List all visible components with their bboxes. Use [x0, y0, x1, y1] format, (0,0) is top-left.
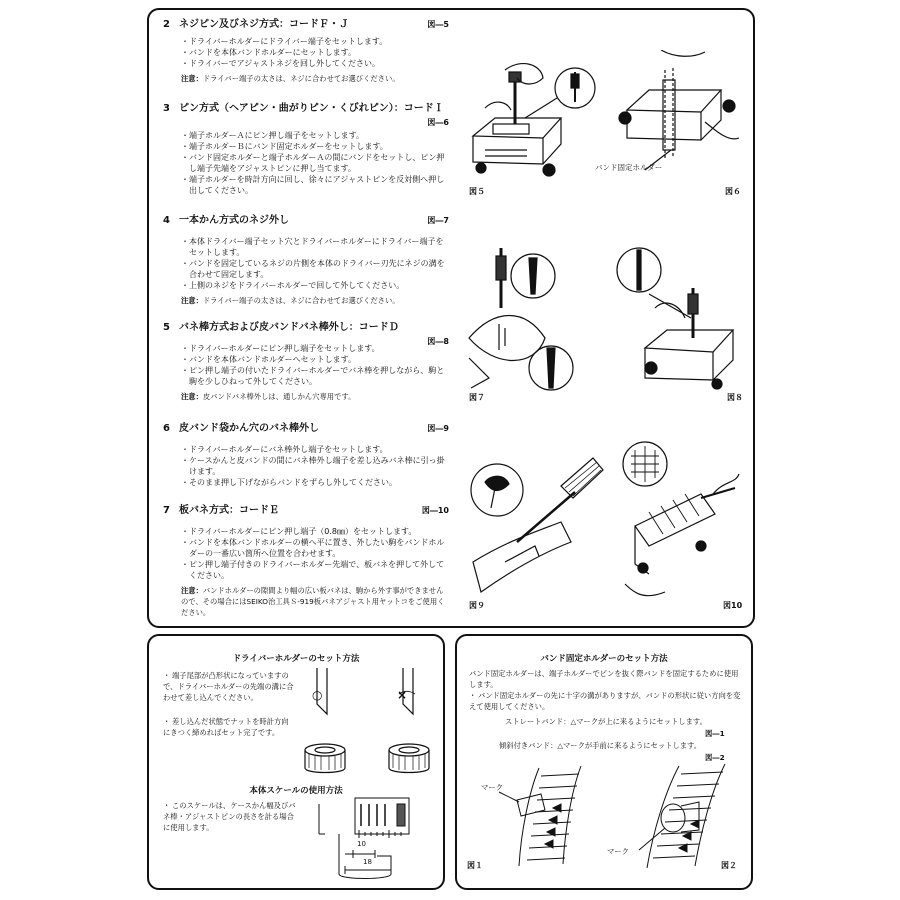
- section-5-fig-ref: 図―8: [427, 337, 449, 346]
- list-item: ・ バンドを本体バンドホルダーにセットします。: [181, 47, 449, 58]
- driver-holder-step-1: ・ 端子尾部が凸形状になっていますので、ドライバーホルダーの先端の溝に合わせて差し込んでください。: [163, 671, 294, 702]
- tilted-band-fig-ref: 図―2: [705, 753, 725, 762]
- section-2-note: 注意：ドライバー端子の太さは、ネジに合わせてお選びください。: [181, 74, 400, 83]
- figure-8-drawing: [605, 238, 745, 408]
- band-fixing-intro: バンド固定ホルダーは、端子ホルダーでピンを抜く際バンドを固定するために使用します。: [469, 669, 739, 689]
- list-item: ・ バンド固定ホルダーと端子ホルダーＡの間にバンドをセットし、ピン押し端子先端をアジャストピンに押し当てます。: [181, 152, 449, 174]
- list-item: ・ 上側のネジをドライバーホルダーで回して外してください。: [181, 280, 449, 291]
- figure-9-label: 図９: [469, 601, 485, 610]
- section-3: [163, 102, 449, 196]
- band-fig-2-label: 図２: [721, 861, 737, 870]
- figure-8-label: 図８: [727, 393, 743, 402]
- figure-10-drawing: [605, 434, 745, 614]
- scale-drawing: [305, 794, 435, 884]
- section-4: [163, 214, 449, 306]
- figure-7-drawing: [465, 238, 605, 408]
- section-6-heading: 6 皮バンド袋かん穴のバネ棒外し 図―9: [163, 423, 449, 434]
- section-4-fig-ref: 図―7: [427, 216, 449, 225]
- band-fixing-drawings: [469, 762, 741, 874]
- scale-description: ・ このスケールは、ケースかん幅及びバネ棒・アジャストピンの長さを計る場合に使用します。: [163, 801, 296, 832]
- list-item: ・ バンドを本体バンドホルダーの横へ平に置き、外したい駒をバンドホルダーの一番広い箇所へ位置を合わせます。: [181, 537, 449, 559]
- band-holder-label: バンド固定ホルダー: [595, 163, 663, 172]
- list-item: ・ 端子ホルダーを時計方向に回し、徐々にアジャストピンを反対側へ押し出してください。: [181, 174, 449, 196]
- driver-holder-panel: [147, 634, 445, 890]
- figure-6-drawing: [605, 50, 745, 198]
- figure-8: [605, 238, 745, 408]
- section-7: [163, 504, 449, 618]
- list-item: ・ ドライバーホルダーにピン押し端子をセットします。: [181, 343, 449, 354]
- list-item: ・ ピン押し端子の付いたドライバーホルダーでバネ棒を押しながら、駒と駒を少しひねって外してください。: [181, 365, 449, 387]
- section-6: [163, 422, 449, 488]
- figure-9-drawing: [465, 452, 605, 614]
- figure-5: [465, 58, 605, 198]
- figure-5-drawing: [465, 58, 605, 198]
- section-4-note: 注意：ドライバー端子の太さは、ネジに合わせてお選びください。: [181, 296, 400, 305]
- list-item: ・ ドライバーでアジャストネジを回し外してください。: [181, 58, 449, 69]
- band-fixing-title: バンド固定ホルダーのセット方法: [540, 654, 668, 664]
- section-4-heading: 4 一本かん方式のネジ外し 図―7: [163, 215, 449, 226]
- scale-value-18: 18: [363, 858, 372, 866]
- scale-title: 本体スケールの使用方法: [249, 786, 343, 796]
- list-item: ・ 端子ホルダーＡにピン押し端子をセットします。: [181, 130, 449, 141]
- figure-6: [595, 50, 745, 198]
- straight-band-fig-ref: 図―1: [705, 729, 725, 738]
- section-2: [163, 18, 449, 84]
- section-2-fig-ref: 図―5: [427, 20, 449, 29]
- section-7-fig-ref: 図―10: [421, 506, 449, 515]
- driver-holder-drawing: [299, 664, 439, 774]
- mark-label-1: マーク: [481, 783, 503, 792]
- instructions-panel: [147, 8, 755, 628]
- driver-holder-title: ドライバーホルダーのセット方法: [232, 654, 360, 664]
- correct-mark: ○: [312, 688, 323, 702]
- band-fixing-item: ・ バンド固定ホルダーの先に十字の溝がありますが、バンドの形状に従い方向を変えて使用してください。: [469, 691, 741, 711]
- list-item: ・ ドライバーホルダーにドライバー端子をセットします。: [181, 36, 449, 47]
- band-fig-1-label: 図１: [467, 861, 483, 870]
- list-item: ・ ドライバーホルダーにピン押し端子（0.8㎜）をセットします。: [181, 526, 449, 537]
- figure-10: [605, 434, 745, 614]
- scale-value-10: 10: [357, 840, 366, 848]
- list-item: ・ ケースかんと皮バンドの間にバネ棒外し端子を差し込みバネ棒に引っ掛けます。: [181, 455, 449, 477]
- section-2-heading: 2 ネジピン及びネジ方式：コードＦ・Ｊ 図―5: [163, 19, 449, 30]
- section-6-fig-ref: 図―9: [427, 424, 449, 433]
- list-item: ・ バンドを固定しているネジの片側を本体のドライバー刃先にネジの溝を合わせて固定します。: [181, 258, 449, 280]
- mark-label-2: マーク: [607, 847, 629, 856]
- section-5-heading: 5 バネ棒方式および皮バンドバネ棒外し：コードＤ 図―8: [163, 321, 449, 335]
- section-5: [163, 321, 449, 402]
- section-5-note: 注意：皮バンドバネ棒外しは、通しかん穴専用です。: [181, 392, 356, 401]
- list-item: ・ ドライバーホルダーにバネ棒外し端子をセットします。: [181, 444, 449, 455]
- section-3-heading: 3 ピン方式（ヘアピン・曲がりピン・くびれピン）：コードＩ 図―6: [163, 102, 449, 116]
- figure-7-label: 図７: [469, 393, 485, 402]
- figure-7: [465, 238, 605, 408]
- figure-10-label: 図10: [723, 601, 743, 610]
- section-3-fig-ref: 図―6: [427, 118, 449, 127]
- figure-9: [465, 452, 605, 614]
- figure-6-label: 図６: [725, 187, 741, 196]
- list-item: ・ バンドを本体バンドホルダーへセットします。: [181, 354, 449, 365]
- driver-holder-step-2: ・ 差し込んだ状態でナットを時計方向にきつく締めればセット完了です。: [163, 717, 289, 737]
- list-item: ・ ピン押し端子付きのドライバーホルダー先端で、板バネを押して外してください。: [181, 559, 449, 581]
- band-fixing-panel: [455, 634, 753, 890]
- figure-5-label: 図５: [469, 187, 485, 196]
- incorrect-mark: ×: [397, 688, 408, 702]
- straight-band-instruction: ストレートバンド：△マークが上に来るようにセットします。: [505, 717, 707, 726]
- list-item: ・ 本体ドライバー端子セット穴とドライバーホルダーにドライバー端子をセットします。: [181, 236, 449, 258]
- tilted-band-instruction: 傾斜付きバンド：△マークが手前に来るようにセットします。: [499, 741, 702, 750]
- list-item: ・ そのまま押し下げながらバンドをずらし外してください。: [181, 477, 449, 488]
- section-7-note: 注意：バンドホルダーの隙間より幅の広い板バネは、駒から外す事ができませんので、その場合にはSEIKO治工具Ｓ-919板バネアジャスト用ヤットコをご使用ください。: [181, 586, 445, 617]
- list-item: ・ 端子ホルダーＢにバンド固定ホルダーをセットします。: [181, 141, 449, 152]
- section-7-heading: 7 板バネ方式：コードＥ 図―10: [163, 505, 449, 516]
